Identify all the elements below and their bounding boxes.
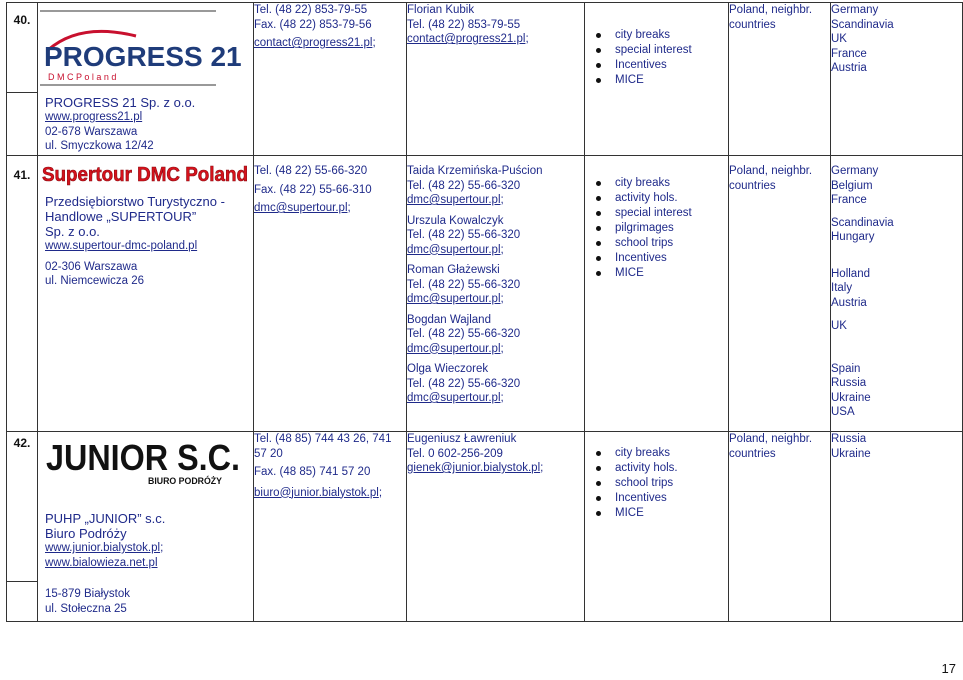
tel: Tel. (48 22) 853-79-55 <box>254 4 368 16</box>
service-item: city breaks <box>615 446 728 461</box>
contact-block: Bogdan Wajland Tel. (48 22) 55-66-320 dmc@supertour.pl; <box>407 313 521 355</box>
markets-cell: Russia Ukraine <box>831 432 963 622</box>
entry-number: 40. <box>7 3 38 93</box>
email-link[interactable]: biuro@junior.bialystok.pl <box>254 486 379 499</box>
fax: Fax. (48 22) 853-79-56 <box>254 18 372 31</box>
contact-email-link[interactable]: dmc@supertour.pl <box>407 293 501 305</box>
postal: 02-678 Warszawa <box>45 125 138 138</box>
street: ul. Smyczkowa 12/42 <box>45 140 154 152</box>
supertour-logo-graphic <box>40 160 252 186</box>
contact-tel: Tel. (48 22) 853-79-55 <box>407 18 521 31</box>
progress21-logo <box>40 10 242 86</box>
markets-cell: Germany Scandinavia UK France Austria <box>831 3 963 156</box>
services-cell <box>585 156 729 432</box>
svg-text:D M C P o l a n d: D M C P o l a n d <box>48 72 117 82</box>
phone-cell: Tel. (48 22) 55-66-320 Fax. (48 22) 55-66-310 dmc@supertour.pl; <box>254 156 407 432</box>
contact-name: Florian Kubik <box>407 4 475 16</box>
contact-email-link[interactable]: dmc@supertour.pl <box>407 342 501 355</box>
supertour-logo <box>40 160 252 186</box>
postal: 15-879 Białystok <box>45 588 131 600</box>
phone-cell: Tel. (48 22) 853-79-55 Fax. (48 22) 853-79-56 contact@progress21.pl; <box>254 3 407 156</box>
website-link[interactable]: www.supertour-dmc-poland.pl <box>45 240 198 252</box>
company-address-42 <box>45 587 130 616</box>
junior-logo-graphic <box>40 434 244 486</box>
progress21-logo-graphic <box>40 10 242 86</box>
junior-logo <box>40 434 244 486</box>
service-item: activity hols. <box>615 191 728 206</box>
company-name: PROGRESS 21 Sp. z o.o. <box>45 95 196 110</box>
service-item: MICE <box>615 266 728 281</box>
svg-text:JUNIOR S.C.: JUNIOR S.C. <box>46 437 240 478</box>
contact-block: Olga Wieczorek Tel. (48 22) 55-66-320 dmc@supertour.pl; <box>407 363 521 404</box>
contact-cell <box>407 156 585 432</box>
service-item: school trips <box>615 236 728 251</box>
service-item: city breaks <box>615 28 728 43</box>
svg-text:BIURO PODRÓŻY: BIURO PODRÓŻY <box>148 476 225 486</box>
service-item: city breaks <box>615 176 728 191</box>
region-cell: Poland, neighbr. countries <box>729 156 831 432</box>
fax: Fax. (48 85) 741 57 20 <box>254 466 371 478</box>
street: ul. Niemcewicza 26 <box>45 275 145 287</box>
service-item: activity hols. <box>615 461 728 476</box>
contact-cell: Florian Kubik Tel. (48 22) 853-79-55 contact@progress21.pl; <box>407 3 585 156</box>
contact-block: Roman Głażewski Tel. (48 22) 55-66-320 dmc@supertour.pl; <box>407 264 521 305</box>
service-item: MICE <box>615 73 728 88</box>
service-item: special interest <box>615 43 728 58</box>
entry-number: 41. <box>7 156 38 432</box>
entry-number: 42. <box>7 432 38 582</box>
services-list <box>585 176 728 281</box>
svg-text:Supertour DMC Poland: Supertour DMC Poland <box>42 164 248 186</box>
company-info-40 <box>45 95 195 154</box>
company-info-41: Przedsiębiorstwo Turystyczno - Handlowe „SUPERTOUR” Sp. z o.o. www.supertour-dmc-poland.pl 02-306 Warszawa ul. Niemcewicza 26 <box>45 194 225 287</box>
region-cell: Poland, neighbr. countries <box>729 432 831 622</box>
contact-email-link[interactable]: dmc@supertour.pl <box>407 392 501 404</box>
contact-email-link[interactable]: dmc@supertour.pl <box>407 194 501 206</box>
website-link[interactable]: www.junior.bialystok.pl <box>45 542 161 554</box>
tel-cont: 57 20 <box>254 447 283 460</box>
contact-email-link[interactable]: gienek@junior.bialystok.pl <box>407 462 541 474</box>
contact-email-link[interactable]: dmc@supertour.pl <box>407 243 501 256</box>
contact-email-link[interactable]: contact@progress21.pl <box>407 33 526 45</box>
svg-text:PROGRESS 21: PROGRESS 21 <box>44 41 242 72</box>
services-list <box>585 446 728 521</box>
service-item: MICE <box>615 506 728 521</box>
contact-cell: Eugeniusz Ławreniuk Tel. 0 602-256-209 gienek@junior.bialystok.pl; <box>407 432 585 622</box>
service-item: pilgrimages <box>615 221 728 236</box>
website-link[interactable]: www.progress21.pl <box>45 111 143 123</box>
company-info-42: PUHP „JUNIOR” s.c. Biuro Podróży www.junior.bialystok.pl; www.bialowieza.net.pl <box>45 511 166 569</box>
service-item: Incentives <box>615 251 728 266</box>
service-item: school trips <box>615 476 728 491</box>
email-link[interactable]: contact@progress21.pl <box>254 37 373 49</box>
service-item: Incentives <box>615 58 728 73</box>
tel: Tel. (48 22) 55-66-320 <box>254 165 368 177</box>
phone-cell: Tel. (48 85) 744 43 26, 741 57 20 Fax. (48 85) 741 57 20 biuro@junior.bialystok.pl; <box>254 432 407 622</box>
services-list <box>585 28 728 88</box>
email-link[interactable]: dmc@supertour.pl <box>254 202 348 214</box>
markets-cell: Germany Belgium France Scandinavia Hungary Holland Italy Austria UK Spain Russia Ukraine USA <box>831 156 963 432</box>
service-item: Incentives <box>615 491 728 506</box>
contact-block: Taida Krzemińska-Puścion Tel. (48 22) 55-66-320 dmc@supertour.pl; <box>407 165 543 206</box>
contact-block: Urszula Kowalczyk Tel. (48 22) 55-66-320 dmc@supertour.pl; <box>407 214 521 256</box>
website-link-2[interactable]: www.bialowieza.net.pl <box>45 556 158 569</box>
tel: Tel. (48 85) 744 43 26, 741 <box>254 433 392 445</box>
postal: 02-306 Warszawa <box>45 260 138 273</box>
services-cell <box>585 3 729 156</box>
service-item: special interest <box>615 206 728 221</box>
street: ul. Stołeczna 25 <box>45 602 127 615</box>
services-cell <box>585 432 729 622</box>
page-number: 17 <box>941 661 956 676</box>
fax: Fax. (48 22) 55-66-310 <box>254 183 372 196</box>
region-cell: Poland, neighbr. countries <box>729 3 831 156</box>
